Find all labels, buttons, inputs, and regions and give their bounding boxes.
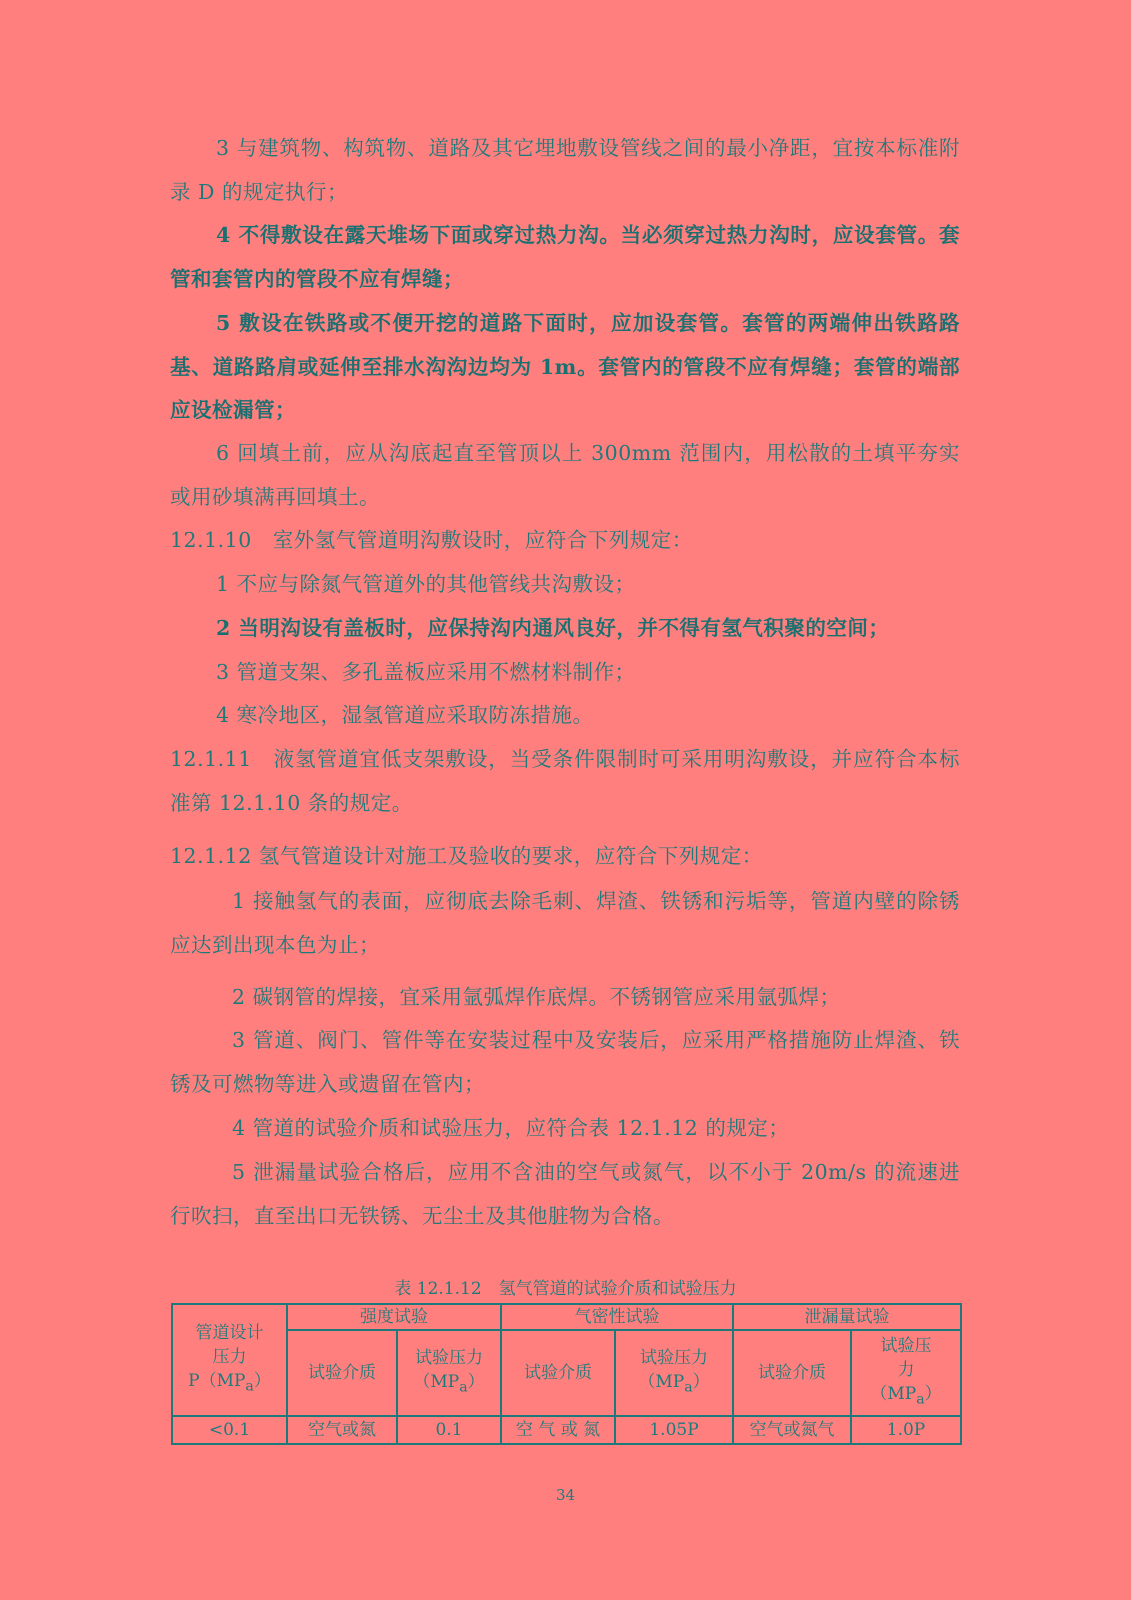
paragraph-12-1-12-item2: 2 碳钢管的焊接，宜采用氩弧焊作底焊。不锈钢管应采用氩弧焊； <box>232 985 841 1009</box>
strength-medium-header: 试验介质 <box>287 1330 397 1416</box>
paragraph-12-1-12-item3: 3 管道、阀门、管件等在安装过程中及安装后，应采用严格措施防止焊渣、铁锈及可燃物等进入或遗留在管内； <box>170 1028 960 1096</box>
air-tightness-medium-cell: 空 气 或 氮 <box>501 1416 615 1444</box>
paragraph-12-1-10-item3: 3 管道支架、多孔盖板应采用不燃材料制作； <box>216 660 636 684</box>
design-pressure-header: 管道设计 压力 $P(MP_a)$ <box>172 1304 287 1416</box>
air-tightness-pressure-cell: 1.05P <box>615 1416 733 1444</box>
strength-pressure-cell: 0.1 <box>397 1416 501 1444</box>
leakage-pressure-cell: 1.0P <box>851 1416 961 1444</box>
paragraph-12-1-12-item5: 5 泄漏量试验合格后，应用不含油的空气或氮气，以不小于 20m/s 的流速进行吹扫，直至出口无铁锈、无尘土及其他脏物为合格。 <box>170 1160 960 1228</box>
leakage-medium-cell: 空气或氮气 <box>733 1416 851 1444</box>
air-tightness-medium-header: 试验介质 <box>501 1330 615 1416</box>
leakage-pressure-header: 试验压 力 $(MP_a)$ <box>851 1330 961 1416</box>
paragraph-12-1-12-item4: 4 管道的试验介质和试验压力，应符合表 12.1.12 的规定； <box>232 1116 790 1140</box>
design-pressure-cell: <0.1 <box>172 1416 287 1444</box>
strength-pressure-header: 试验压力 $(MP_a)$ <box>397 1330 501 1416</box>
paragraph-12-1-9-item3: 3 与建筑物、构筑物、道路及其它埋地敷设管线之间的最小净距，宜按本标准附录 D 的规定执行； <box>170 136 960 204</box>
air-tightness-pressure-header: 试验压力 $(MP_a)$ <box>615 1330 733 1416</box>
strength-test-header: 强度试验 <box>287 1304 501 1330</box>
paragraph-12-1-9-item6: 6 回填土前，应从沟底起直至管顶以上 300mm 范围内，用松散的土填平夯实或用砂填满再回填土。 <box>170 441 960 509</box>
clause-12-1-12: 12.1.12 氢气管道设计对施工及验收的要求，应符合下列规定： <box>170 844 763 868</box>
page-number: 34 <box>555 1486 576 1504</box>
table-row <box>172 1416 961 1444</box>
table-caption: 表 12.1.12 氢气管道的试验介质和试验压力 <box>394 1279 737 1299</box>
table-header-row-1 <box>172 1304 961 1330</box>
leakage-medium-header: 试验介质 <box>733 1330 851 1416</box>
test-pressure-table <box>171 1303 962 1445</box>
clause-12-1-11: 12.1.11 液氢管道宜低支架敷设，当受条件限制时可采用明沟敷设，并应符合本标准第 12.1.10 条的规定。 <box>170 747 960 815</box>
air-tightness-test-header: 气密性试验 <box>501 1304 733 1330</box>
paragraph-12-1-10-item2: 2 当明沟设有盖板时，应保持沟内通风良好，并不得有氢气积聚的空间； <box>216 616 890 640</box>
table-header-row-2 <box>172 1330 961 1416</box>
paragraph-12-1-12-item1: 1 接触氢气的表面，应彻底去除毛刺、焊渣、铁锈和污垢等，管道内壁的除锈应达到出现本色为止； <box>170 889 960 957</box>
paragraph-12-1-10-item1: 1 不应与除氮气管道外的其他管线共沟敷设； <box>216 572 636 596</box>
leakage-test-header: 泄漏量试验 <box>733 1304 961 1330</box>
paragraph-12-1-9-item5: 5 敷设在铁路或不便开挖的道路下面时，应加设套管。套管的两端伸出铁路路基、道路路肩或延伸至排水沟沟边均为 1m。套管内的管段不应有焊缝；套管的端部应设检漏管； <box>170 311 960 422</box>
paragraph-12-1-10-item4: 4 寒冷地区，湿氢管道应采取防冻措施。 <box>216 703 594 727</box>
strength-medium-cell: 空气或氮 <box>287 1416 397 1444</box>
paragraph-12-1-9-item4: 4 不得敷设在露天堆场下面或穿过热力沟。当必须穿过热力沟时，应设套管。套管和套管内的管段不应有焊缝； <box>170 223 960 291</box>
clause-12-1-10: 12.1.10 室外氢气管道明沟敷设时，应符合下列规定： <box>170 528 693 552</box>
